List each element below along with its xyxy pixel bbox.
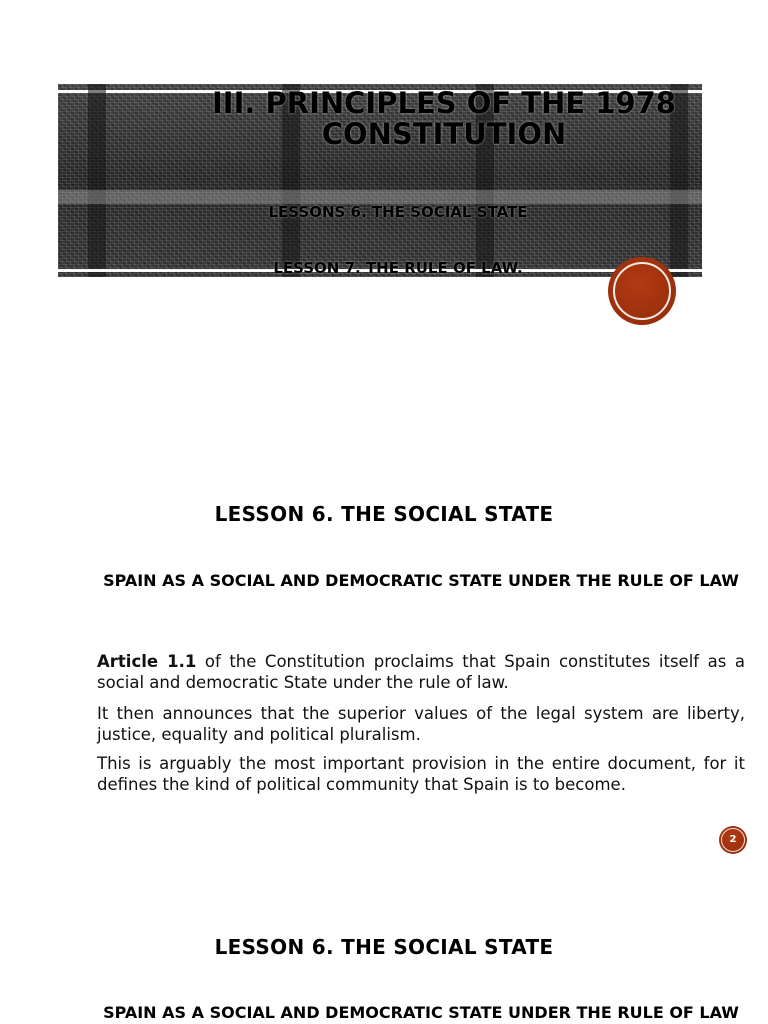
lesson-line-1: LESSONS 6. THE SOCIAL STATE — [268, 203, 528, 221]
paragraph-text: of the Constitution proclaims that Spain constitutes itself as a social and democratic State under the rule of law. — [97, 652, 745, 692]
page-number-badge: 2 — [719, 826, 747, 854]
slide-title: III. PRINCIPLES OF THE 1978 CONSTITUTION — [212, 86, 676, 151]
decorative-seal-icon — [608, 257, 676, 325]
paragraph-importance: This is arguably the most important provision in the entire document, for it defines the kind of political community that Spain is to become. — [97, 754, 745, 794]
banner-stripe — [58, 190, 702, 204]
content-slide — [0, 440, 768, 872]
section-subheading: SPAIN AS A SOCIAL AND DEMOCRATIC STATE UNDER THE RULE OF LAW — [103, 571, 739, 590]
lesson-line-2: LESSON 7. THE RULE OF LAW. — [273, 259, 523, 277]
article-reference: Article 1.1 — [97, 652, 197, 671]
lesson-heading: LESSON 6. THE SOCIAL STATE — [214, 935, 554, 959]
section-subheading: SPAIN AS A SOCIAL AND DEMOCRATIC STATE UNDER THE RULE OF LAW — [103, 1003, 739, 1022]
lesson-heading: LESSON 6. THE SOCIAL STATE — [214, 502, 554, 526]
title-slide — [0, 0, 768, 440]
paragraph-article — [97, 651, 745, 693]
banner-band — [88, 84, 106, 277]
paragraph-values: It then announces that the superior values of the legal system are liberty, justice, equality and political pluralism. — [97, 704, 745, 744]
content-slide — [0, 872, 768, 1024]
